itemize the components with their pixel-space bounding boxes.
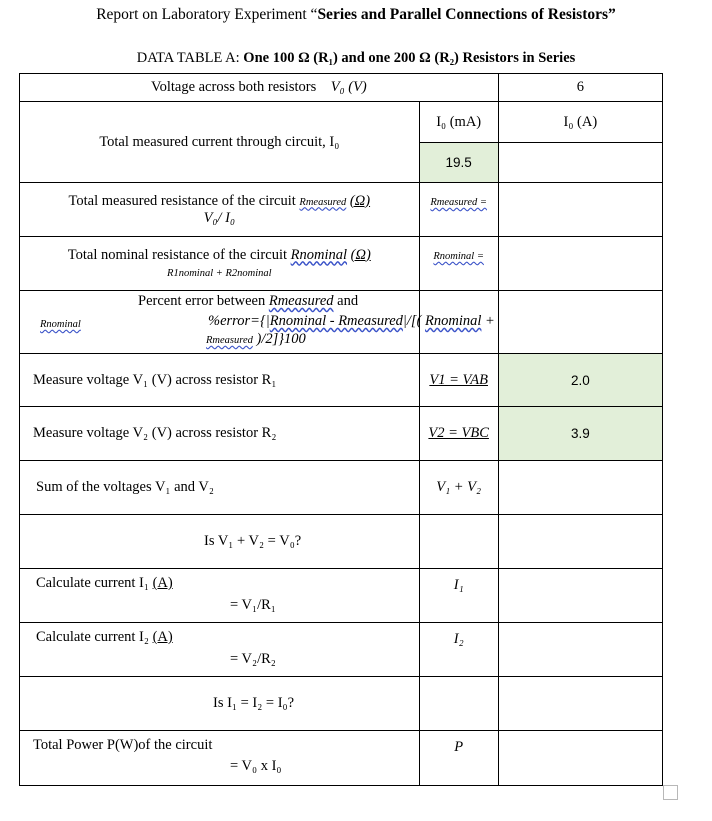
power-label-cell: Total Power P(W)of the circuit = V₀ x I₀ [20, 731, 420, 786]
table-row [20, 731, 663, 786]
v1-symbol-cell: V1 = VAB [419, 354, 498, 407]
pct-error-formula: %error={|Rnominal - Rmeasured|/[( Rnominal + [208, 313, 495, 329]
r-nominal-label-cell: Total nominal resistance of the circuit Rnominal (Ω) R1nominal + R2nominal [20, 237, 420, 291]
check-v-value-cell[interactable] [498, 515, 662, 569]
ohm-unit: (Ω) [350, 246, 371, 263]
i1-label-cell: Calculate current I₁ (A) = V₁/R₁ [20, 569, 420, 623]
table-row [20, 237, 663, 291]
v2-value-cell[interactable] [498, 407, 662, 461]
table-heading-prefix: DATA TABLE A: [136, 50, 244, 66]
r-measured-symbol: Rmeasured [299, 196, 347, 208]
v1-value: 2.0 [570, 372, 590, 388]
pct-error-label-cell: Percent error between Rmeasured and Rnominal %error={|Rnominal - Rmeasured|/[( Rnominal + Rmeasured )/2]}100 [20, 291, 420, 354]
i1-value-cell[interactable] [498, 569, 662, 623]
table-row [20, 74, 663, 102]
i2-label-cell: Calculate current I₂ (A) = V₂/R₂ [20, 623, 420, 677]
report-title-prefix: Report on Laboratory Experiment “ [96, 6, 318, 23]
table-heading-bold: One 100 Ω (R₁) and one 200 Ω (R₂) Resistors in Series [243, 50, 576, 66]
current-a-value-cell[interactable] [498, 143, 662, 183]
v2-value: 3.9 [570, 426, 590, 441]
i2-value-cell[interactable] [498, 623, 662, 677]
table-row [20, 183, 663, 237]
data-table-a [19, 73, 663, 786]
current-ma-value: 19.5 [445, 155, 472, 170]
report-title-bold: Series and Parallel Connections of Resistors” [317, 6, 616, 23]
r-nominal-formula: R1nominal + R2nominal [167, 267, 272, 279]
voltage-label: Voltage across both resistors [150, 79, 317, 95]
r-measured-label-cell: Total measured resistance of the circuit Rmeasured (Ω) V₀/ I₀ [20, 183, 420, 237]
table-row [20, 291, 663, 354]
current-ma-value-cell[interactable] [419, 143, 498, 183]
table-row [20, 354, 663, 407]
sum-symbol-cell: V₁ + V₂ [419, 461, 498, 515]
i2-symbol-cell: I₂ [419, 623, 498, 677]
table-row [20, 623, 663, 677]
table-heading [0, 50, 712, 67]
r-measured-value-cell[interactable] [498, 183, 662, 237]
table-row [20, 515, 663, 569]
check-i-cell: Is I₁ = I₂ = I₀? [20, 677, 420, 731]
sum-value-cell[interactable] [498, 461, 662, 515]
v2-symbol-cell: V2 = VBC [419, 407, 498, 461]
r-measured-eq-cell: Rmeasured = [419, 183, 498, 237]
v1-label-cell: Measure voltage V₁ (V) across resistor R₁ [20, 354, 420, 407]
voltage-value-cell[interactable] [498, 74, 662, 102]
table-resize-handle[interactable] [663, 785, 678, 800]
voltage-value: 6 [576, 79, 584, 95]
table-row [20, 569, 663, 623]
r-measured-formula: V₀/ I₀ [203, 209, 236, 226]
i1-symbol-cell: I₁ [419, 569, 498, 623]
report-title [0, 6, 712, 24]
table-row [20, 407, 663, 461]
table-row [20, 102, 663, 143]
pct-error-rnominal: Rnominal [40, 319, 81, 330]
power-value-cell[interactable] [498, 731, 662, 786]
v2-label-cell: Measure voltage V₂ (V) across resistor R₂ [20, 407, 420, 461]
v1-value-cell[interactable] [498, 354, 662, 407]
current-a-header: I₀ (A) [498, 102, 662, 143]
ohm-unit: (Ω) [349, 192, 371, 209]
current-label-cell [20, 102, 420, 183]
check-v-cell: Is V₁ + V₂ = V₀? [20, 515, 420, 569]
r-nominal-value-cell[interactable] [498, 237, 662, 291]
check-i-value-cell[interactable] [498, 677, 662, 731]
power-symbol-cell: P [419, 731, 498, 786]
current-label: Total measured current through circuit, I₀ [99, 133, 340, 150]
voltage-symbol: V₀ (V) [330, 79, 367, 95]
table-row [20, 677, 663, 731]
r-nominal-symbol: Rnominal [290, 246, 348, 263]
sum-label-cell: Sum of the voltages V₁ and V₂ [20, 461, 420, 515]
current-ma-header: I₀ (mA) [419, 102, 498, 143]
table-row [20, 461, 663, 515]
pct-error-value-cell[interactable] [498, 291, 662, 354]
r-nominal-eq-cell: Rnominal = [419, 237, 498, 291]
voltage-label-cell [20, 74, 499, 102]
